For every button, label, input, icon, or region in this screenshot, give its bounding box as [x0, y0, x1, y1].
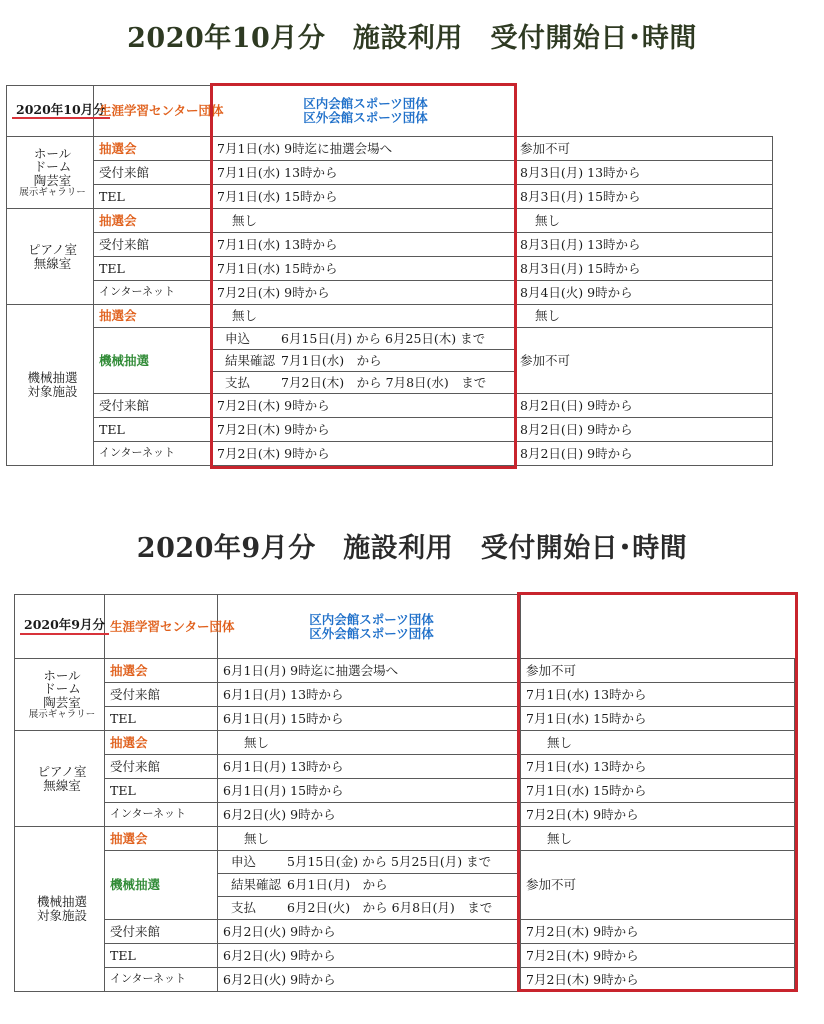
- cell-b: 参加不可: [521, 851, 795, 920]
- method-visit: 受付来館: [94, 233, 212, 257]
- table-row: [15, 803, 795, 827]
- september-schedule-table: [14, 594, 795, 992]
- table-row: [15, 920, 795, 944]
- sub-row-pay: [212, 372, 515, 394]
- cell-a: 7月1日(水) 13時から: [212, 233, 515, 257]
- column-header-line: 区外会館スポーツ団体: [309, 625, 434, 641]
- table-row: [15, 707, 795, 731]
- facility-machine-lottery-group: [15, 827, 105, 992]
- sub-row-result: [218, 874, 521, 897]
- cell-a: 7月1日(水) 9時迄に抽選会場へ: [212, 137, 515, 161]
- cell-b: 7月2日(木) 9時から: [521, 968, 795, 992]
- table-header-row: [7, 86, 773, 137]
- facility-name: 陶芸室: [33, 173, 72, 189]
- table-row: [7, 209, 773, 233]
- cell-a: 6月1日(月) 15時から: [218, 707, 521, 731]
- sub-label: 結果確認: [225, 352, 276, 368]
- october-page-title: 2020年10月分 施設利用 受付開始日･時間: [127, 23, 697, 54]
- table-row: [7, 442, 773, 466]
- method-internet: インターネット: [94, 442, 212, 466]
- table-row: [7, 185, 773, 209]
- sub-label: 支払: [231, 900, 257, 916]
- cell-b: 8月3日(月) 15時から: [515, 185, 773, 209]
- cell-b: 7月1日(水) 13時から: [521, 755, 795, 779]
- month-header-cell: [7, 86, 106, 137]
- facility-name: 対象施設: [27, 384, 78, 399]
- table-row: [15, 755, 795, 779]
- facility-piano-group: [15, 731, 105, 827]
- method-machine-lottery: 機械抽選: [105, 851, 218, 920]
- sub-value: 6月1日(月) から: [287, 877, 388, 893]
- cell-a: 6月1日(月) 15時から: [218, 779, 521, 803]
- table-row: [7, 281, 773, 305]
- column-header-lifelong-learning: 生涯学習センター団体: [105, 595, 218, 659]
- facility-hall-group: [15, 659, 105, 731]
- facility-piano-group: [7, 209, 94, 305]
- method-lottery: 抽選会: [105, 731, 218, 755]
- cell-a: 6月1日(月) 9時迄に抽選会場へ: [218, 659, 521, 683]
- facility-machine-lottery-group: [7, 305, 94, 466]
- september-page-title: 2020年9月分 施設利用 受付開始日･時間: [136, 533, 688, 564]
- table-row: [15, 779, 795, 803]
- method-lottery: 抽選会: [94, 209, 212, 233]
- column-header-line: 区内会館スポーツ団体: [309, 611, 434, 627]
- cell-b: 7月1日(水) 13時から: [521, 683, 795, 707]
- cell-b: 8月2日(日) 9時から: [515, 418, 773, 442]
- cell-b: 無し: [521, 731, 795, 755]
- method-visit: 受付来館: [105, 683, 218, 707]
- sub-row-apply: [218, 851, 521, 874]
- cell-b: 8月2日(日) 9時から: [515, 394, 773, 418]
- sub-row-pay: [218, 897, 521, 920]
- method-visit: 受付来館: [105, 920, 218, 944]
- cell-b: 7月1日(水) 15時から: [521, 707, 795, 731]
- cell-b: 参加不可: [515, 137, 773, 161]
- sub-row-result: [212, 350, 515, 372]
- cell-a: 6月2日(火) 9時から: [218, 968, 521, 992]
- cell-a: 無し: [212, 305, 515, 328]
- column-header-sports-groups: [212, 86, 515, 137]
- cell-a: 無し: [218, 731, 521, 755]
- column-header-line: 区外会館スポーツ団体: [303, 110, 428, 125]
- cell-b: 7月1日(水) 15時から: [521, 779, 795, 803]
- cell-b: 7月2日(木) 9時から: [521, 944, 795, 968]
- sub-label: 支払: [225, 374, 251, 390]
- cell-b: 参加不可: [515, 328, 773, 394]
- method-internet: インターネット: [105, 803, 218, 827]
- facility-name: 陶芸室: [43, 695, 81, 711]
- facility-name: ホール: [33, 145, 72, 161]
- cell-a: 7月1日(水) 15時から: [212, 257, 515, 281]
- cell-a: 無し: [212, 209, 515, 233]
- facility-name: 対象施設: [36, 908, 87, 923]
- month-header: 2020年9月分: [20, 618, 109, 635]
- table-row: [7, 418, 773, 442]
- cell-a: 6月2日(火) 9時から: [218, 803, 521, 827]
- column-header-lifelong-learning: 生涯学習センター団体: [94, 86, 212, 137]
- month-header-cell: [15, 595, 105, 659]
- facility-name: 無線室: [43, 777, 81, 793]
- cell-b: 8月3日(月) 15時から: [515, 257, 773, 281]
- sub-value: 6月2日(火) から 6月8日(月) まで: [287, 900, 493, 916]
- method-visit: 受付来館: [94, 161, 212, 185]
- cell-a: 6月1日(月) 13時から: [218, 683, 521, 707]
- method-lottery: 抽選会: [94, 137, 212, 161]
- method-lottery: 抽選会: [105, 659, 218, 683]
- facility-name: ピアノ室: [27, 241, 77, 257]
- table-row: [7, 161, 773, 185]
- cell-b: 8月3日(月) 13時から: [515, 233, 773, 257]
- month-header: 2020年10月分: [12, 103, 110, 120]
- table-row: [15, 968, 795, 992]
- sub-value: 6月15日(月) から 6月25日(木) まで: [281, 330, 486, 346]
- table-row: [15, 827, 795, 851]
- facility-name: 展示ギャラリー: [28, 708, 96, 720]
- facility-name: ドーム: [43, 681, 81, 697]
- cell-b: 無し: [515, 209, 773, 233]
- cell-a: 7月2日(木) 9時から: [212, 394, 515, 418]
- cell-a: 6月2日(火) 9時から: [218, 944, 521, 968]
- method-machine-lottery: 機械抽選: [94, 328, 212, 394]
- cell-a: 6月2日(火) 9時から: [218, 920, 521, 944]
- method-tel: TEL: [94, 257, 212, 281]
- method-internet: インターネット: [105, 968, 218, 992]
- table-row: [7, 233, 773, 257]
- facility-name: 展示ギャラリー: [19, 186, 86, 198]
- sub-label: 申込: [231, 854, 257, 870]
- facility-name: 無線室: [33, 255, 72, 271]
- facility-name: 機械抽選: [36, 894, 87, 910]
- sub-value: 7月2日(木) から 7月8日(水) まで: [281, 374, 487, 390]
- method-tel: TEL: [105, 944, 218, 968]
- table-row: [15, 851, 795, 874]
- sub-value: 5月15日(金) から 5月25日(月) まで: [287, 854, 492, 870]
- method-visit: 受付来館: [94, 394, 212, 418]
- facility-name: ピアノ室: [37, 763, 87, 779]
- cell-b: 7月2日(木) 9時から: [521, 920, 795, 944]
- method-tel: TEL: [105, 779, 218, 803]
- cell-b: 8月2日(日) 9時から: [515, 442, 773, 466]
- table-row: [7, 305, 773, 328]
- method-tel: TEL: [94, 185, 212, 209]
- table-row: [7, 328, 773, 350]
- table-row: [15, 944, 795, 968]
- sub-label: 結果確認: [231, 877, 282, 893]
- method-lottery: 抽選会: [105, 827, 218, 851]
- table-row: [15, 683, 795, 707]
- cell-b: 8月3日(月) 13時から: [515, 161, 773, 185]
- facility-name: 機械抽選: [27, 370, 78, 386]
- cell-a: 7月2日(木) 9時から: [212, 442, 515, 466]
- table-row: [7, 137, 773, 161]
- table-row: [15, 659, 795, 683]
- method-tel: TEL: [105, 707, 218, 731]
- method-tel: TEL: [94, 418, 212, 442]
- cell-a: 無し: [218, 827, 521, 851]
- cell-a: 6月1日(月) 13時から: [218, 755, 521, 779]
- table-row: [7, 257, 773, 281]
- method-internet: インターネット: [94, 281, 212, 305]
- cell-b: 無し: [515, 305, 773, 328]
- cell-a: 7月1日(水) 13時から: [212, 161, 515, 185]
- cell-a: 7月2日(木) 9時から: [212, 418, 515, 442]
- sub-label: 申込: [225, 330, 251, 346]
- column-header-line: 区内会館スポーツ団体: [303, 96, 428, 112]
- cell-b: 7月2日(木) 9時から: [521, 803, 795, 827]
- sub-row-apply: [212, 328, 515, 350]
- sub-value: 7月1日(水) から: [281, 352, 382, 368]
- column-header-sports-groups: [218, 595, 521, 659]
- october-schedule-table: [6, 85, 773, 466]
- table-row: [7, 394, 773, 418]
- facility-name: ホール: [43, 667, 81, 683]
- facility-hall-group: [7, 137, 94, 209]
- table-header-row: [15, 595, 795, 659]
- cell-a: 7月2日(木) 9時から: [212, 281, 515, 305]
- method-lottery: 抽選会: [94, 305, 212, 328]
- cell-b: 参加不可: [521, 659, 795, 683]
- cell-b: 無し: [521, 827, 795, 851]
- method-visit: 受付来館: [105, 755, 218, 779]
- cell-a: 7月1日(水) 15時から: [212, 185, 515, 209]
- table-row: [15, 731, 795, 755]
- facility-name: ドーム: [33, 159, 72, 175]
- cell-b: 8月4日(火) 9時から: [515, 281, 773, 305]
